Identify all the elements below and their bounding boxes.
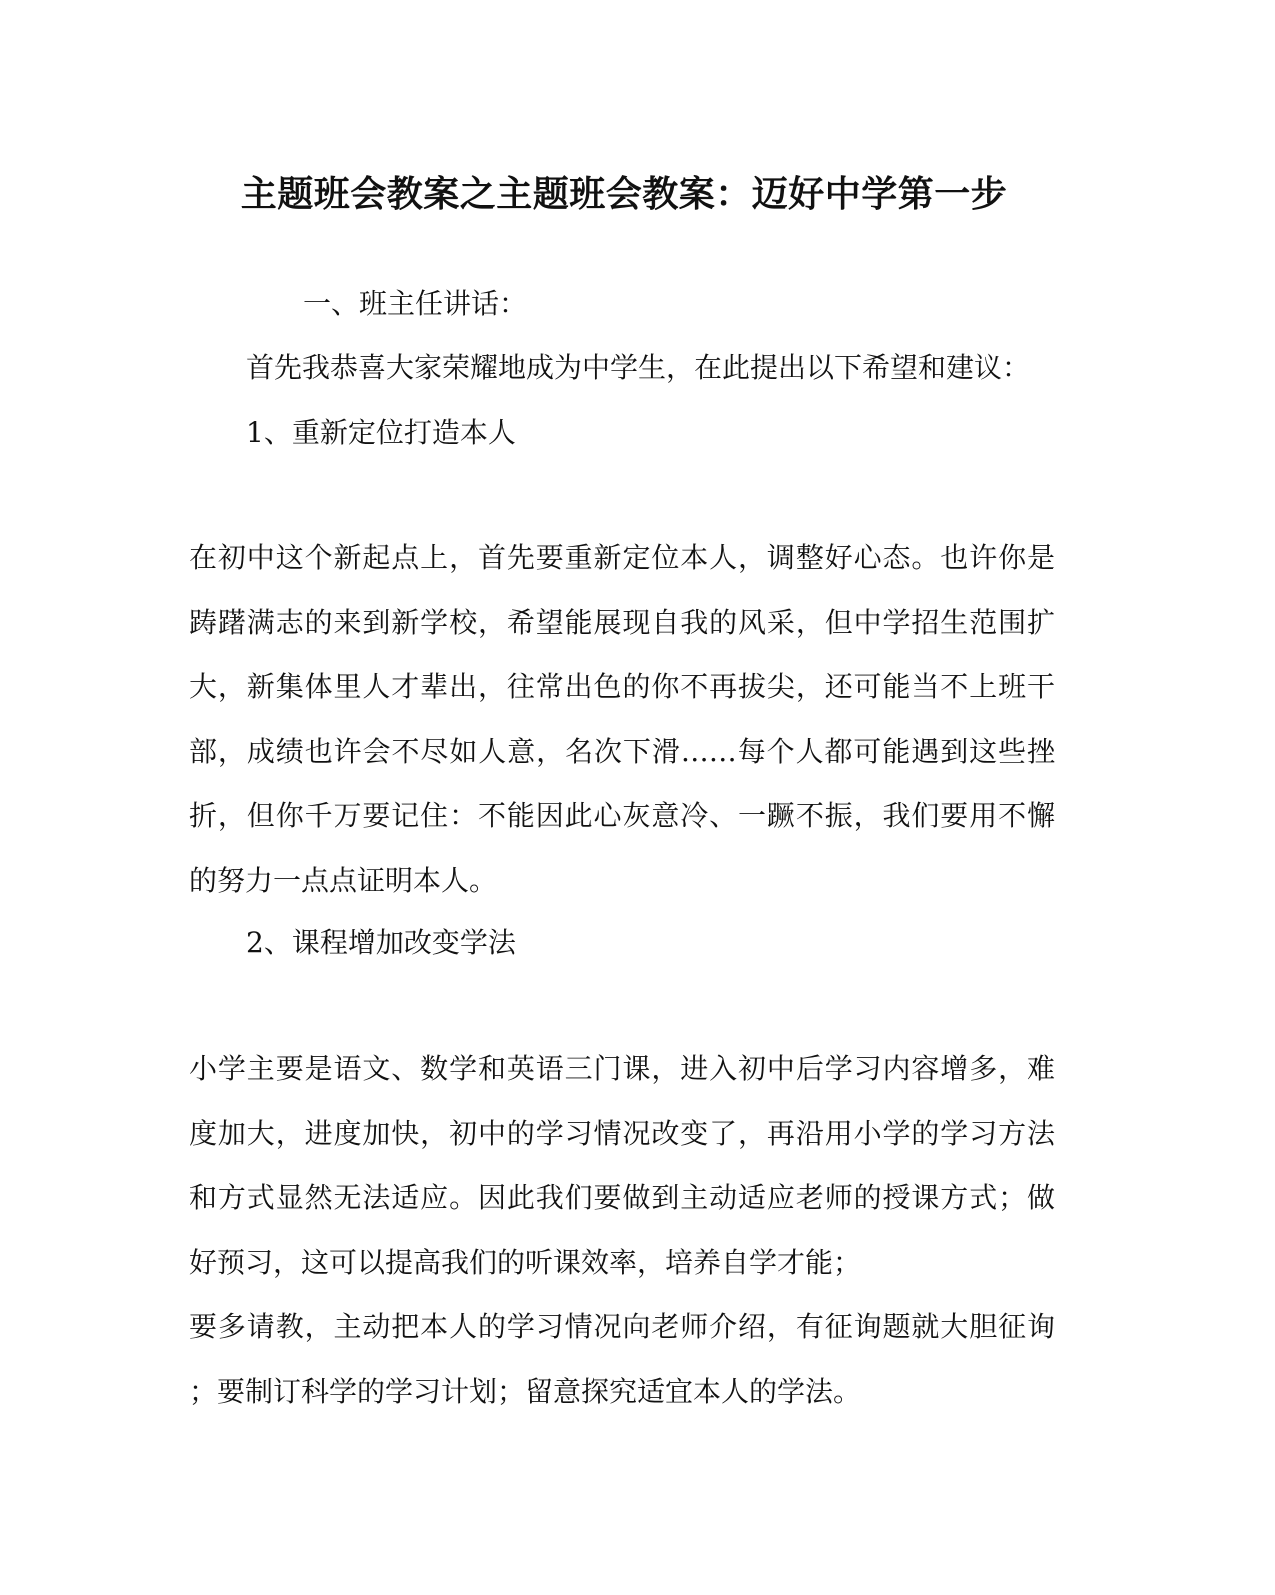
paragraph-line: 的努力一点点证明本人。 <box>189 863 498 897</box>
paragraph-line: 在初中这个新起点上，首先要重新定位本人，调整好心态。也许你是 <box>189 541 1055 574</box>
point1-heading: 1、重新定位打造本人 <box>246 416 516 449</box>
point2-paragraph <box>189 1037 1055 1424</box>
document-title: 主题班会教案之主题班会教案：迈好中学第一步 <box>240 173 1008 215</box>
paragraph-line: 和方式显然无法适应。因此我们要做到主动适应老师的授课方式；做 <box>189 1181 1055 1214</box>
point2-heading: 2、课程增加改变学法 <box>246 926 516 959</box>
paragraph-line: 大，新集体里人才辈出，往常出色的你不再拔尖，还可能当不上班干 <box>189 670 1055 703</box>
paragraph-line: 小学主要是语文、数学和英语三门课，进入初中后学习内容增多，难 <box>189 1052 1055 1085</box>
intro-paragraph: 首先我恭喜大家荣耀地成为中学生，在此提出以下希望和建议： <box>246 351 1031 384</box>
paragraph-line: 部，成绩也许会不尽如人意，名次下滑……每个人都可能遇到这些挫 <box>189 734 1055 768</box>
paragraph-line: 踌躇满志的来到新学校，希望能展现自我的风采，但中学招生范围扩 <box>189 605 1055 639</box>
paragraph-line: 度加大，进度加快，初中的学习情况改变了，再沿用小学的学习方法 <box>189 1116 1055 1150</box>
paragraph-line: ；要制订科学的学习计划；留意探究适宜本人的学法。 <box>189 1374 862 1408</box>
paragraph-line: 折，但你千万要记住：不能因此心灰意冷、一蹶不振，我们要用不懈 <box>189 799 1055 832</box>
paragraph-line: 好预习，这可以提高我们的听课效率，培养自学才能； <box>189 1245 862 1279</box>
point1-paragraph <box>189 526 1055 913</box>
paragraph-line: 要多请教，主动把本人的学习情况向老师介绍，有征询题就大胆征询 <box>189 1310 1055 1343</box>
section-heading: 一、班主任讲话： <box>303 287 528 320</box>
